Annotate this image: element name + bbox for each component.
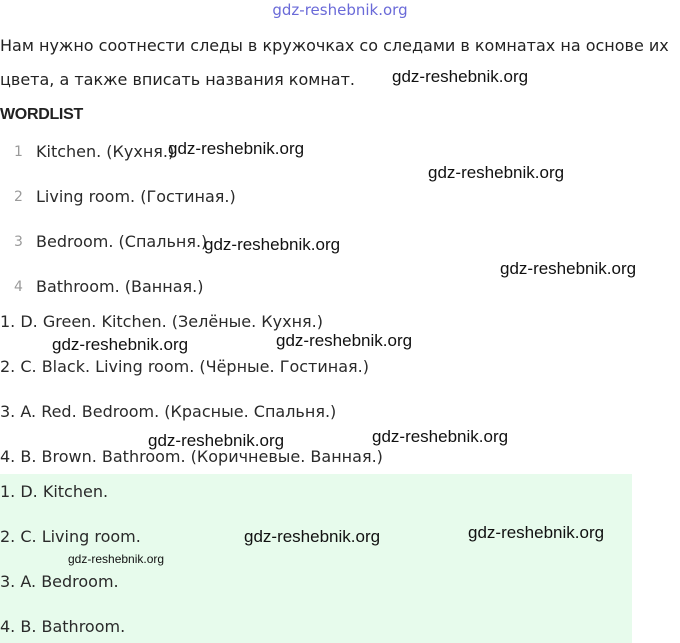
wordlist-item-number: 3 xyxy=(14,234,23,250)
wordlist-item-text: Living room. (Гостиная.) xyxy=(36,187,236,206)
watermark: gdz-reshebnik.org xyxy=(276,331,413,350)
watermark: gdz-reshebnik.org xyxy=(168,139,305,158)
match-line: 4. B. Brown. Bathroom. (Коричневые. Ванная.) xyxy=(0,447,383,466)
watermark: gdz-reshebnik.org xyxy=(468,523,605,542)
watermark: gdz-reshebnik.org xyxy=(148,431,285,450)
wordlist-item-number: 1 xyxy=(14,144,23,160)
wordlist-item-number: 2 xyxy=(14,189,23,205)
intro-line-1: Нам нужно соотнести следы в кружочках со следами в комнатах на основе их xyxy=(0,36,669,55)
watermark: gdz-reshebnik.org xyxy=(500,259,637,278)
wordlist-title: WORDLIST xyxy=(0,106,83,123)
wordlist-item-text: Bathroom. (Ванная.) xyxy=(36,277,204,296)
match-line: 2. C. Black. Living room. (Чёрные. Гостиная.) xyxy=(0,357,369,376)
answer-line: 3. A. Bedroom. xyxy=(0,572,119,591)
answer-line: 2. C. Living room. xyxy=(0,527,141,546)
match-line: 3. A. Red. Bedroom. (Красные. Спальня.) xyxy=(0,402,337,421)
wordlist-item-text: Bedroom. (Спальня.) xyxy=(36,232,208,251)
watermark: gdz-reshebnik.org xyxy=(392,67,529,86)
watermark: gdz-reshebnik.org xyxy=(52,335,189,354)
watermark: gdz-reshebnik.org xyxy=(372,427,509,446)
answer-line: 4. B. Bathroom. xyxy=(0,617,126,636)
site-header-link[interactable]: gdz-reshebnik.org xyxy=(272,1,408,19)
watermark: gdz-reshebnik.org xyxy=(244,527,381,546)
watermark: gdz-reshebnik.org xyxy=(428,163,565,182)
answer-line: 1. D. Kitchen. xyxy=(0,482,109,501)
wordlist-item-number: 4 xyxy=(14,279,23,295)
watermark: gdz-reshebnik.org xyxy=(204,235,341,254)
watermark-small: gdz-reshebnik.org xyxy=(68,552,165,566)
match-line: 1. D. Green. Kitchen. (Зелёные. Кухня.) xyxy=(0,312,324,331)
intro-line-2: цвета, а также вписать названия комнат. xyxy=(0,70,355,89)
wordlist-item-text: Kitchen. (Кухня.) xyxy=(36,142,175,161)
